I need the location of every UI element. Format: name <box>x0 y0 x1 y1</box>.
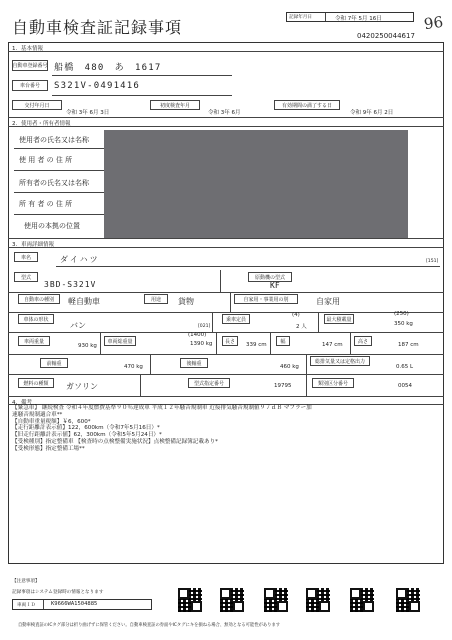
document-number: 0420250044617 <box>357 32 415 40</box>
qr-code-2 <box>220 588 244 612</box>
business-label: 自家用・事業用の別 <box>234 294 298 304</box>
section3-heading: 3．車両詳細情報 <box>12 242 54 248</box>
use-label: 用途 <box>144 294 168 304</box>
front-axle-label: 前軸重 <box>40 358 68 368</box>
expiry-label: 有効期間の満了する日 <box>274 100 340 110</box>
fuel: ガソリン <box>66 382 98 391</box>
qr-code-6 <box>396 588 420 612</box>
width-label: 幅 <box>276 336 290 346</box>
class-no-label: 類別区分番号 <box>312 378 354 388</box>
model-label: 型式 <box>14 272 38 282</box>
first-reg: 令和 3年 6月 <box>208 110 241 116</box>
remark-line: 【走行距離計表示値】122，600km（令和7年5月16日）* <box>12 425 160 432</box>
qr-code-1 <box>178 588 202 612</box>
business: 自家用 <box>316 297 340 306</box>
height: 187 cm <box>398 342 419 348</box>
bottom-note: 自動車検査証のICタグ部分は折り曲げずに保管ください。自動車検査証の券面やICタグにキを損ねる場合、無効となる可能性があります <box>18 623 281 628</box>
qr-code-3 <box>264 588 288 612</box>
gross-label: 車両総重量 <box>104 336 136 346</box>
section1-heading: 1．基本情報 <box>12 46 43 52</box>
max-load: 350 kg <box>394 321 413 327</box>
section4-heading: 4．備考 <box>12 400 32 406</box>
capacity: 2 人 <box>296 324 307 330</box>
redaction-block <box>104 130 408 238</box>
engine-label: 原動機の型式 <box>248 272 292 282</box>
length: 339 cm <box>246 342 267 348</box>
base-location-label: 使用の本拠の位置 <box>24 222 80 230</box>
issue-date-label: 交付年月日 <box>12 100 62 110</box>
use: 貨物 <box>178 297 194 306</box>
type-no-label: 型式指定番号 <box>188 378 230 388</box>
remarks-list <box>12 405 440 453</box>
maker-code: [151] <box>426 259 439 264</box>
remark-line: 【受検形態】指定整備工場** <box>12 445 85 452</box>
max-load-top: (250) <box>394 311 409 317</box>
reg-no: 船橋 480 あ 1617 <box>54 63 162 73</box>
class-no: 0054 <box>398 383 412 389</box>
model: 3BD-S321V <box>44 280 97 289</box>
type-no: 19795 <box>274 383 292 389</box>
vin: S321V-0491416 <box>54 81 141 91</box>
weight: 930 kg <box>78 343 97 349</box>
notice-text: 記録事項はシステム登録時の情報となります <box>12 590 104 595</box>
weight-label: 車両重量 <box>18 336 50 346</box>
body-code: [021] <box>198 324 211 329</box>
remark-line: 【受検種別】指定整備車 【検査時の点検整備実施状況】点検整備記録簿記載あり* <box>12 438 218 445</box>
remark-line: 速騒音規制適合車** <box>12 411 63 418</box>
section2-heading: 2．使用者・所有者情報 <box>12 121 71 127</box>
record-date-label: 記録年月日 <box>289 15 312 20</box>
remark-line: 【自動車重量税額】￥6，600* <box>12 418 91 425</box>
rear-axle: 460 kg <box>280 364 299 370</box>
body: バン <box>70 321 86 330</box>
record-date: 令和 7年 5月 16日 <box>335 16 382 22</box>
vehicle-id: K9666WA1504885 <box>51 601 98 607</box>
width: 147 cm <box>322 342 343 348</box>
height-label: 高さ <box>354 336 372 346</box>
maker: ダイハツ <box>60 255 100 264</box>
first-reg-label: 初度検査年月 <box>150 100 200 110</box>
user-name-label: 使用者の氏名又は名称 <box>19 136 89 144</box>
vehicle-id-box <box>12 599 152 610</box>
issue-date: 令和 3年 6月 3日 <box>66 110 110 116</box>
owner-address-label: 所 有 者 の 住 所 <box>19 200 73 208</box>
reg-no-label: 自動車登録番号 <box>12 60 48 71</box>
max-load-label: 最大積載量 <box>324 314 354 324</box>
remark-line: 【旧走行距離計表示値】62，300km（令和5年5月24日）* <box>12 432 162 439</box>
notice-heading: 【注意事項】 <box>12 579 40 584</box>
vehicle-id-label: 車両ＩＤ <box>17 603 36 608</box>
qr-code-5 <box>350 588 374 612</box>
gross-top: (1400) <box>188 332 207 338</box>
body-label: 車体の形状 <box>18 314 54 324</box>
displacement: 0.65 L <box>396 364 414 370</box>
kind-label: 自動車の種別 <box>18 294 60 304</box>
engine: KF <box>270 281 280 290</box>
owner-name-label: 所有者の氏名又は名称 <box>19 179 89 187</box>
length-label: 長さ <box>222 336 238 346</box>
document-title: 自動車検査証記録事項 <box>12 18 183 37</box>
handwritten-number: 96 <box>422 12 445 34</box>
displacement-label: 総排気量又は定格出力 <box>310 356 370 366</box>
gross: 1390 kg <box>190 341 213 347</box>
user-address-label: 使 用 者 の 住 所 <box>19 156 73 164</box>
remark-line: 【緊急車】 継続検査 令和４年度燃費基準９０％達成車 平成１２年騒音規制車 近接排気騒音規制値９７ｄＢ マフラー加 <box>12 405 312 411</box>
rear-axle-label: 後軸重 <box>180 358 208 368</box>
fuel-label: 燃料の種類 <box>18 378 54 388</box>
capacity-top: (4) <box>292 312 300 318</box>
maker-label: 車名 <box>14 252 38 262</box>
record-date-box <box>286 12 414 22</box>
capacity-label: 乗車定員 <box>222 314 250 324</box>
expiry-date: 令和 9年 6月 2日 <box>350 110 394 116</box>
front-axle: 470 kg <box>124 364 143 370</box>
vin-label: 車台番号 <box>12 80 48 91</box>
qr-code-4 <box>306 588 330 612</box>
kind: 軽自動車 <box>68 297 100 306</box>
